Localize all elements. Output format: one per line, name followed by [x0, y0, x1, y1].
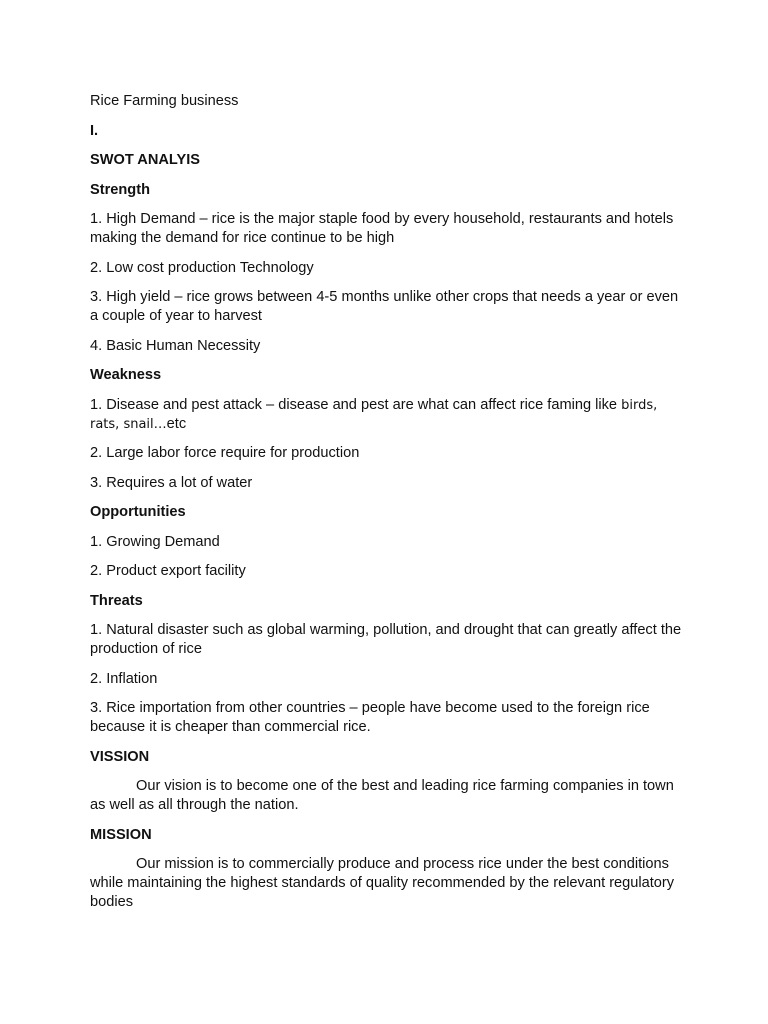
vision-heading: VISSION: [90, 748, 150, 765]
mission-heading: MISSION: [90, 826, 152, 843]
strength-item-1: 1. High Demand – rice is the major staple food by every household, restaurants and hotels making the demand for rice continue to be high: [90, 211, 674, 246]
strength-item-2: 2. Low cost production Technology: [90, 259, 314, 276]
threats-heading: Threats: [90, 592, 143, 609]
weakness-heading: Weakness: [90, 367, 162, 383]
swot-heading: SWOT ANALYIS: [90, 152, 201, 168]
strength-heading: Strength: [90, 181, 150, 198]
document-title: Rice Farming business: [90, 93, 239, 109]
section-number: I.: [90, 122, 99, 139]
weakness-item-3: 3. Requires a lot of water: [90, 474, 253, 491]
weakness-item-1: [90, 396, 690, 434]
opportunities-heading: Opportunities: [90, 504, 186, 520]
weakness-item-1-text: 1. Disease and pest attack – disease and pest are what can affect rice faming like: [90, 396, 618, 413]
opportunities-item-2: 2. Product export facility: [90, 563, 246, 579]
mission-text: Our mission is to commercially produce and process rice under the best conditions while maintaining the highest standards of quality recommended by the relevant regulatory bodies: [90, 856, 675, 910]
threats-item-2: 2. Inflation: [90, 670, 158, 687]
strength-item-4: 4. Basic Human Necessity: [90, 337, 261, 354]
weakness-item-1-end: etc: [166, 415, 187, 432]
strength-item-3: 3. High yield – rice grows between 4-5 months unlike other crops that needs a year or even a couple of year to harvest: [90, 289, 679, 324]
document-body: [90, 92, 690, 923]
threats-item-3: 3. Rice importation from other countries – people have become used to the foreign rice because it is cheaper than commercial rice.: [90, 700, 650, 735]
vision-text: Our vision is to become one of the best and leading rice farming companies in town as well as all through the nation.: [90, 778, 674, 813]
weakness-item-2: 2. Large labor force require for production: [90, 445, 360, 461]
threats-item-1: 1. Natural disaster such as global warming, pollution, and drought that can greatly affect the production of rice: [90, 622, 682, 657]
opportunities-item-1: 1. Growing Demand: [90, 533, 220, 550]
weakness-item-1-list: birds, rats, snail…: [90, 397, 658, 432]
